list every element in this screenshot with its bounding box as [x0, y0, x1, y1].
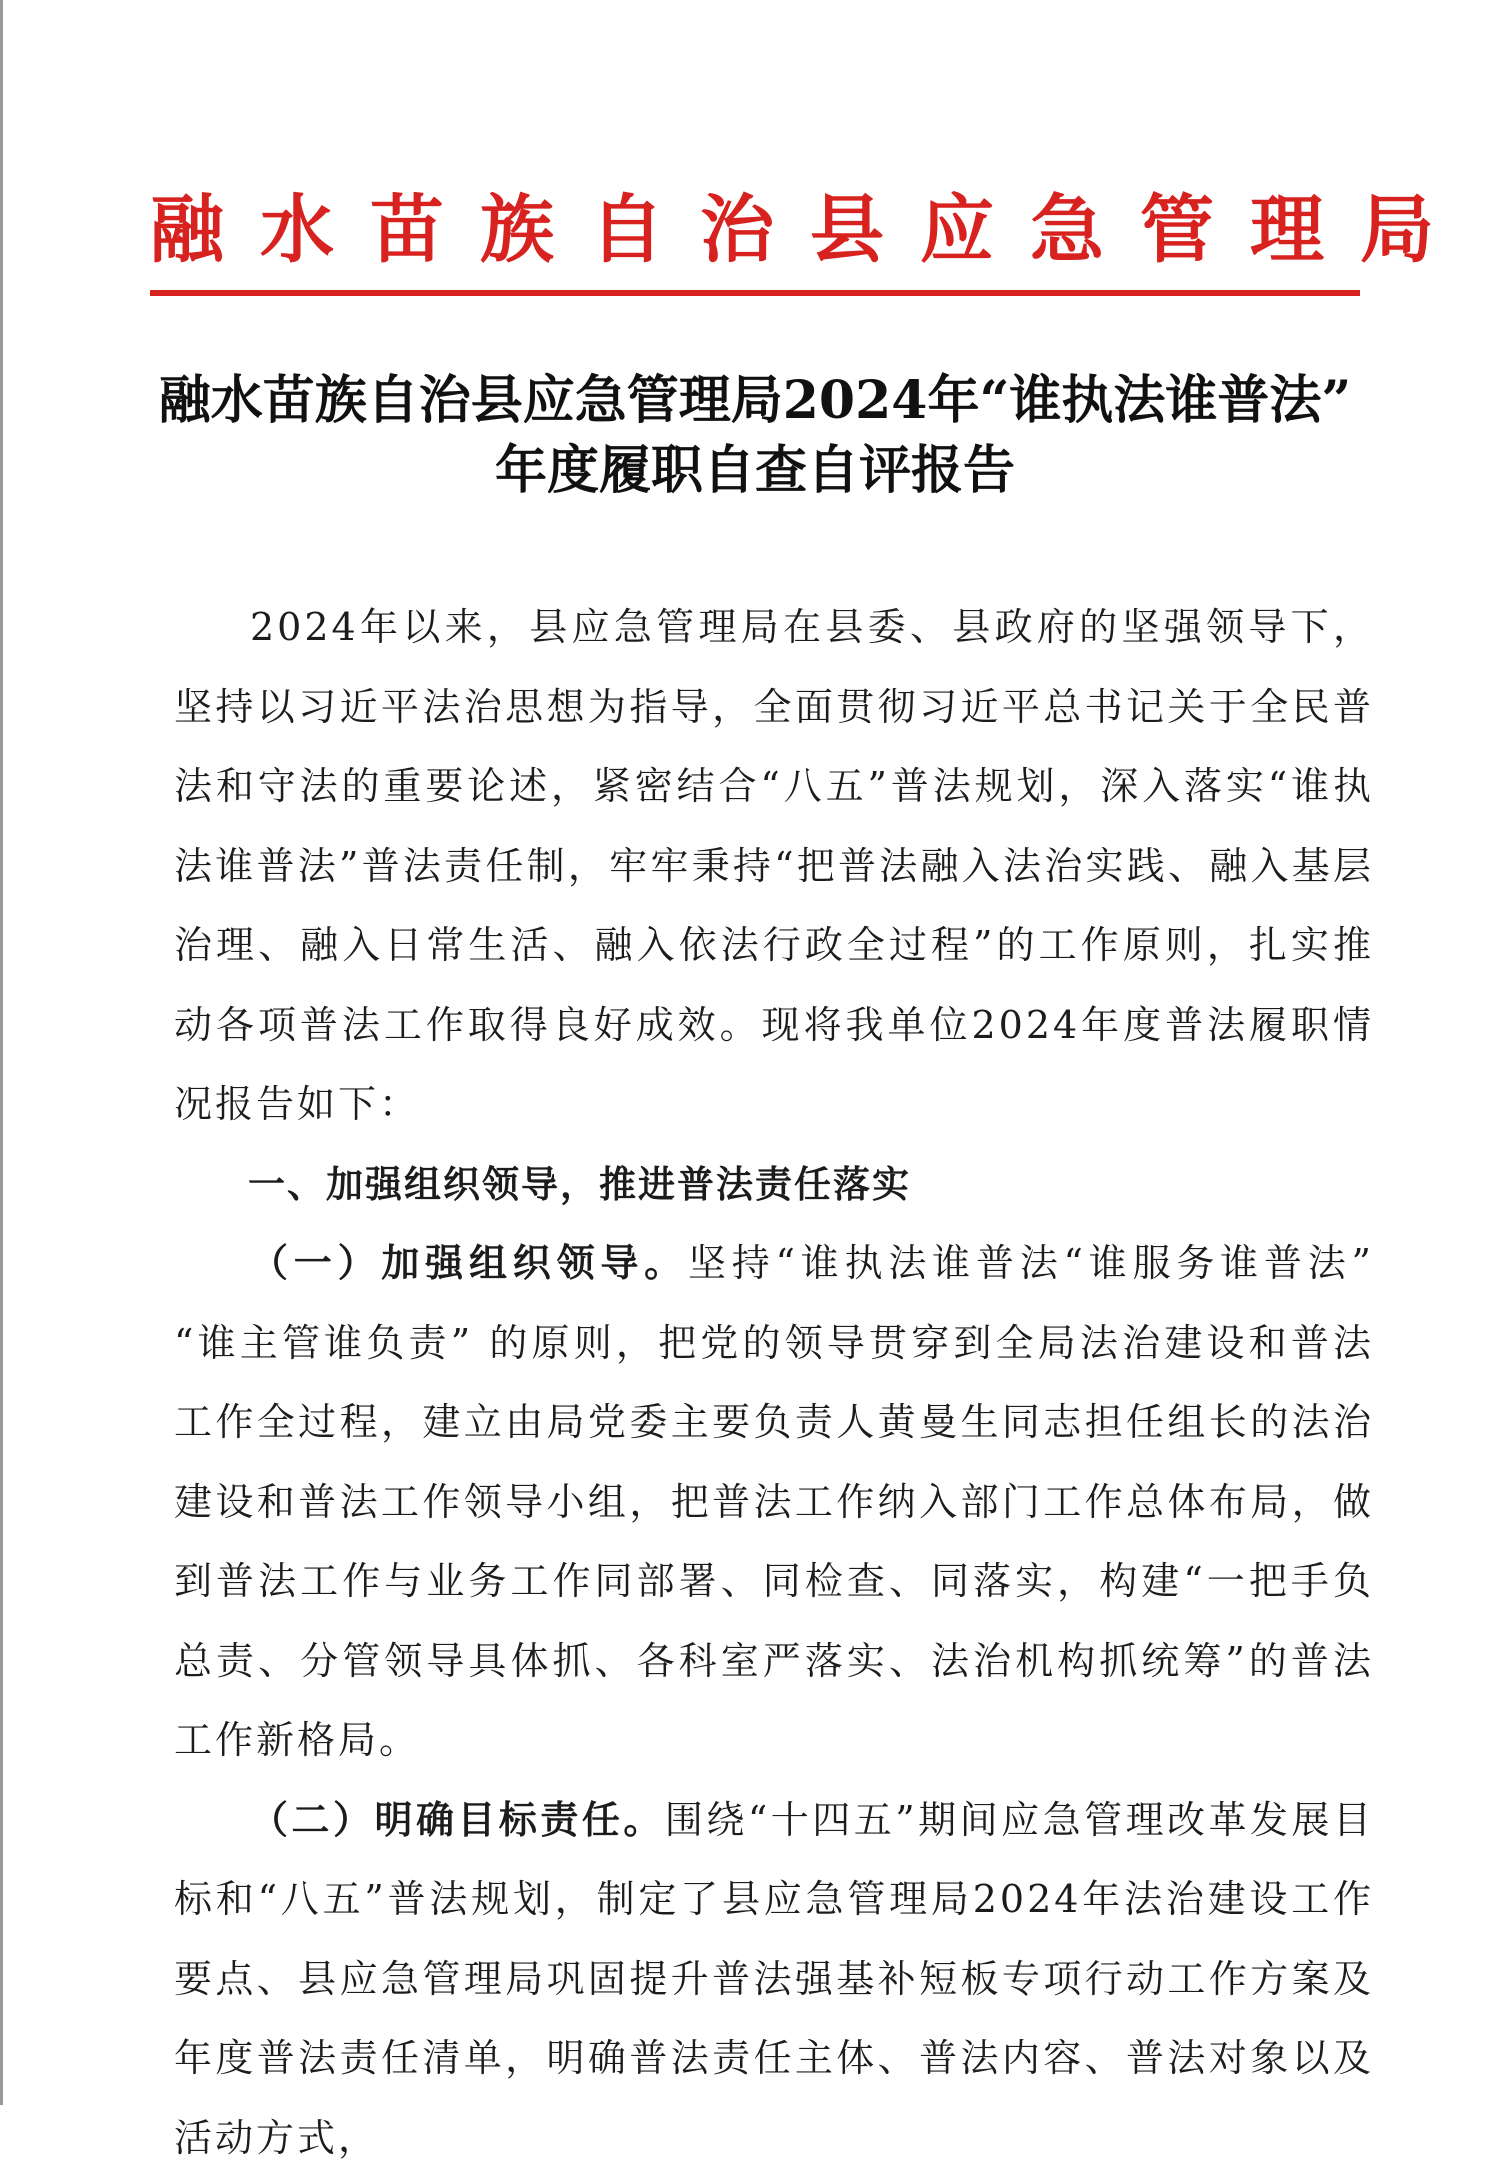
section1-item2-paragraph	[174, 1781, 1374, 2178]
section-heading-1: 一、加强组织领导，推进普法责任落实	[174, 1145, 1374, 1225]
section1-item2-text: 围绕“十四五”期间应急管理改革发展目标和“八五”普法规划，制定了县应急管理局2024年法治建设工作要点、县应急管理局巩固提升普法强基补短板专项行动工作方案及年度普法责任清单，明确普法责任主体、普法内容、普法对象以及活动方式，	[174, 1798, 1374, 2160]
agency-name: 融水苗族自治县应急管理局	[150, 180, 1470, 280]
section1-item1-text: 坚持“谁执法谁普法“谁服务谁普法” “谁主管谁负责” 的原则，把党的领导贯穿到全局法治建设和普法工作全过程，建立由局党委主要负责人黄曼生同志担任组长的法治建设和普法工作领导小组，把普法工作纳入部门工作总体布局，做到普法工作与业务工作同部署、同检查、同落实，构建“一把手负总责、分管领导具体抓、各科室严落实、法治机构抓统筹”的普法工作新格局。	[174, 1241, 1374, 1762]
masthead	[150, 180, 1360, 280]
document-title	[150, 366, 1360, 506]
section1-item2-label: （二）明确目标责任。	[250, 1798, 665, 1842]
masthead-red-rule	[150, 290, 1360, 296]
intro-paragraph: 2024年以来，县应急管理局在县委、县政府的坚强领导下，坚持以习近平法治思想为指导，全面贯彻习近平总书记关于全民普法和守法的重要论述，紧密结合“八五”普法规划，深入落实“谁执法谁普法”普法责任制，牢牢秉持“把普法融入法治实践、融入基层治理、融入日常生活、融入依法行政全过程”的工作原则，扎实推动各项普法工作取得良好成效。现将我单位2024年度普法履职情况报告如下：	[174, 588, 1374, 1145]
document-title-line2: 年度履职自查自评报告	[150, 436, 1360, 506]
page-left-edge	[0, 0, 3, 2105]
section1-item1-label: （一）加强组织领导。	[250, 1241, 688, 1285]
document-title-line1: 融水苗族自治县应急管理局2024年“谁执法谁普法”	[150, 366, 1360, 436]
document-body	[174, 588, 1374, 2178]
section1-item1-paragraph	[174, 1224, 1374, 1781]
